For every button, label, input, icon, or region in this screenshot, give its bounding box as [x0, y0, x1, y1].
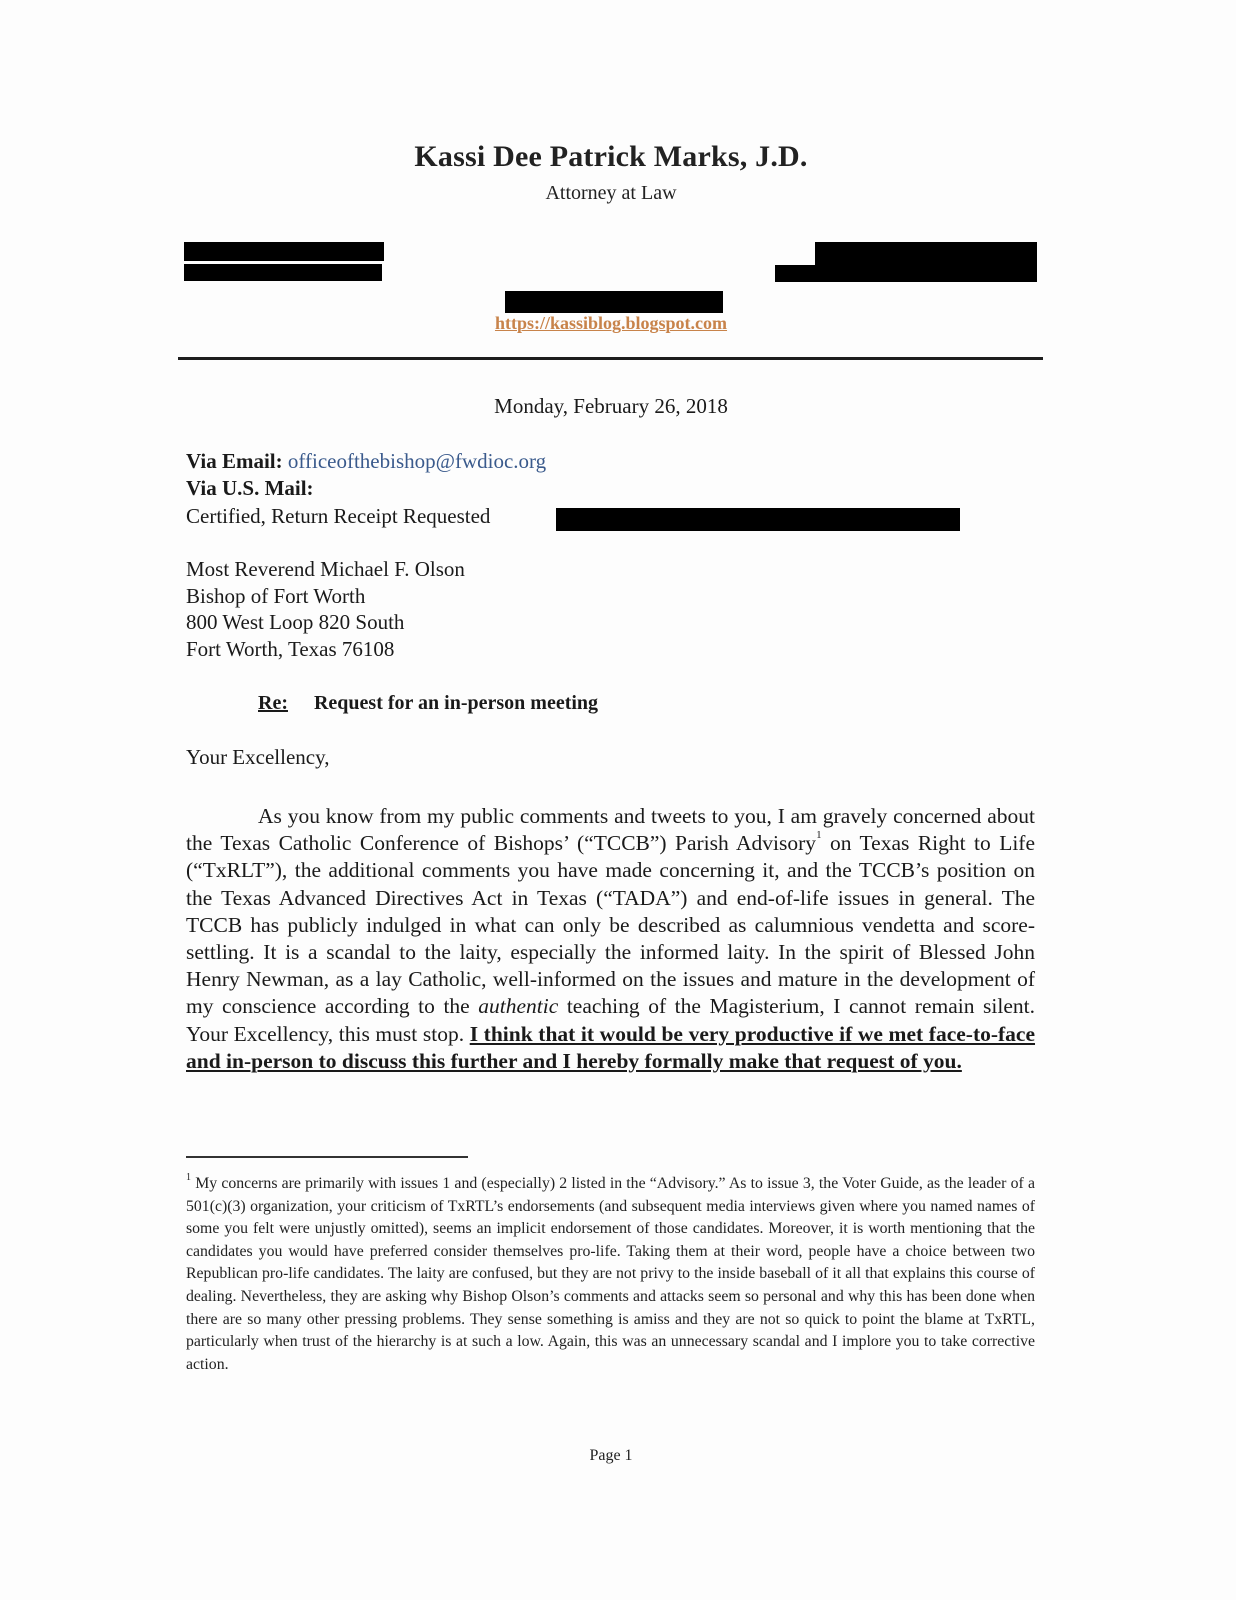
redaction-address-line-2 [184, 264, 382, 281]
body-italic-word: authentic [478, 994, 559, 1019]
via-email-line [186, 448, 546, 475]
subject-text: Request for an in-person meeting [313, 692, 599, 714]
blog-link-text[interactable]: https://kassiblog.blogspot.com [494, 313, 728, 333]
mail-method: Certified, Return Receipt Requested [186, 504, 491, 528]
redaction-center [505, 291, 723, 313]
blog-link[interactable] [0, 313, 1222, 334]
body-text-part3: teaching of the Magisterium, I cannot remain silent. Your Excellency, this must stop. [186, 994, 1036, 1046]
subject-line [258, 692, 598, 715]
redaction-contact-lower [775, 265, 1037, 282]
redaction-tracking-number [556, 508, 960, 531]
recipient-line: 800 West Loop 820 South [186, 610, 405, 634]
recipient-address [186, 556, 465, 662]
letterhead-name: Kassi Dee Patrick Marks, J.D. [414, 140, 808, 173]
footnote-divider [186, 1156, 468, 1158]
footnote-text: My concerns are primarily with issues 1 and (especially) 2 listed in the “Advisory.” As to issue 3, the Voter Guide, as the leader of a 501(c)(3) organization, your criticism of TxRTL’s endorsements (and subsequent media interviews given where you named names of some you felt were unjustly omitted), seems an implicit endorsement of those candidates. Moreover, it is worth mentioning that the candidates you would have preferred consider themselves pro-life. Taking them at their word, people have a choice between two Republican pro-life candidates. The laity are confused, but they are not privy to the inside baseball of it all that explains this course of dealing. Nevertheless, they are asking why Bishop Olson’s comments and attacks seem so personal and why this has been done when there are so many other pressing problems. They sense something is amiss and they are not so quick to point the blame at TxRTL, particularly when trust of the hierarchy is at such a low. Again, this was an unnecessary scandal and I implore you to take corrective action. [186, 1175, 1035, 1373]
subject-label: Re: [258, 692, 288, 714]
via-email-label: Via Email: [186, 449, 283, 473]
recipient-line: Most Reverend Michael F. Olson [186, 557, 465, 581]
email-address-link[interactable]: officeofthebishop@fwdioc.org [287, 449, 547, 473]
redaction-contact-upper [815, 242, 1037, 266]
via-mail-label: Via U.S. Mail: [186, 476, 314, 500]
letter-date: Monday, February 26, 2018 [494, 394, 728, 418]
recipient-line: Fort Worth, Texas 76108 [186, 636, 395, 661]
footnote-marker: 1 [186, 1172, 191, 1183]
letterhead-title: Attorney at Law [545, 182, 677, 204]
recipient-line: Bishop of Fort Worth [186, 583, 366, 608]
footnote-reference[interactable]: 1 [816, 829, 822, 842]
page-number: Page 1 [589, 1447, 633, 1464]
redaction-address-line-1 [184, 242, 384, 261]
salutation: Your Excellency, [186, 745, 330, 769]
body-text-part2: on Texas Right to Life (“TxRLT”), the additional comments you have made concerning it, and the TCCB’s position on the Texas Advanced Directives Act in Texas (“TADA”) and end-of-life issues in general. The TCCB has publicly indulged in what can only be described as calumnious vendetta and score-settling. It is a scandal to the laity, especially the informed laity. In the spirit of Blessed John Henry Newman, as a lay Catholic, well-informed on the issues and mature in the development of my conscience according to the [186, 831, 1036, 1019]
footnote [186, 1173, 1035, 1376]
body-text-part1: As you know from my public comments and tweets to you, I am gravely concerned about the Texas Catholic Conference of Bishops’ (“TCCB”) Parish Advisory [186, 804, 1035, 856]
body-emphasis-request: I think that it would be very productive if we met face-to-face and in-person to discuss this further and I hereby formally make that request of you. [186, 1021, 1036, 1073]
letterhead-divider [178, 357, 1043, 360]
body-paragraph [186, 803, 1035, 1075]
